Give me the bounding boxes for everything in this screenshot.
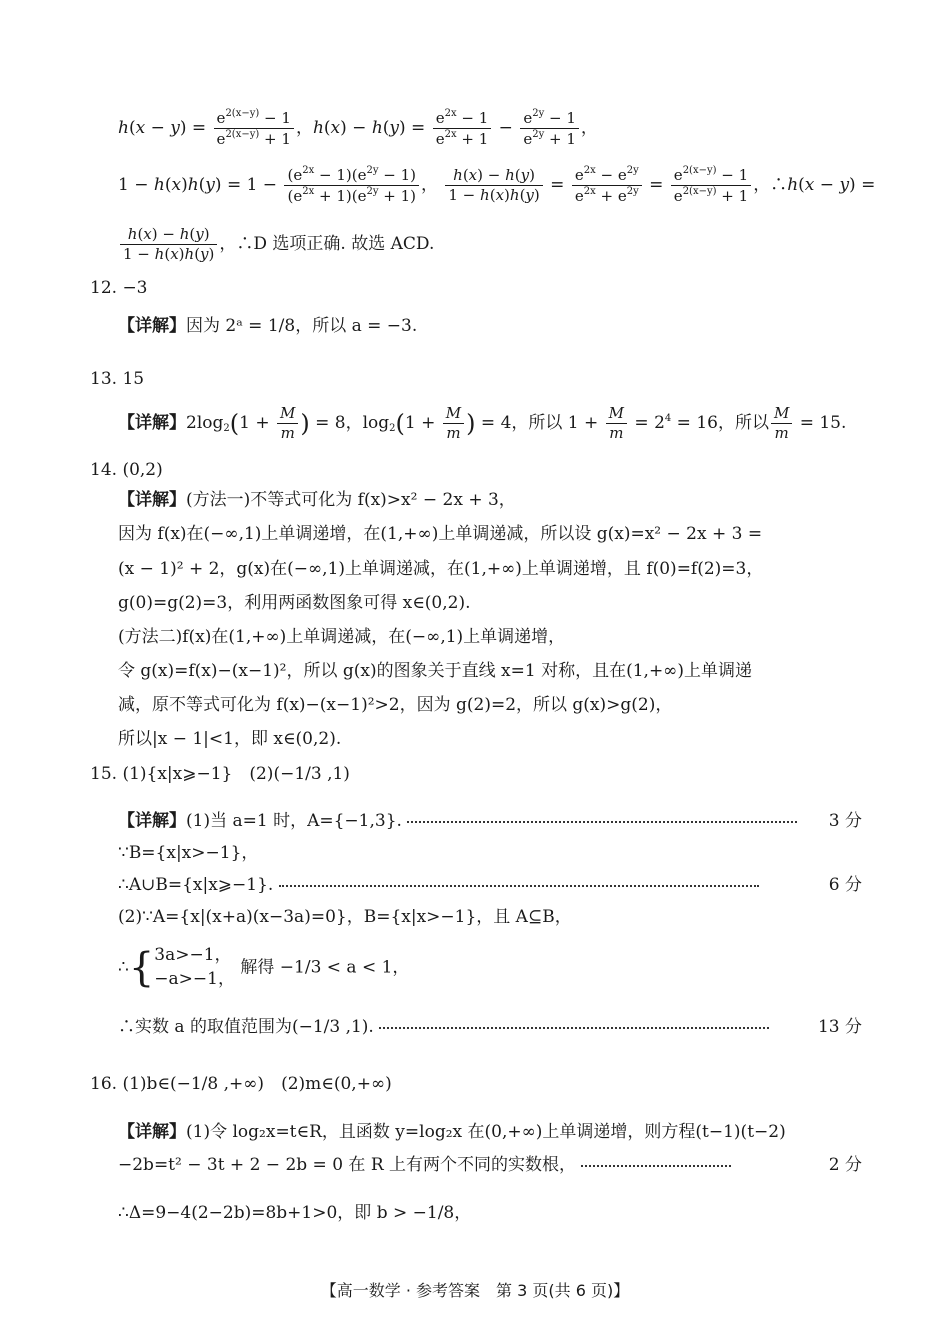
q15-score-3: 6 分	[828, 875, 862, 895]
q16-line-2	[118, 1157, 731, 1174]
leader-dots	[581, 1165, 731, 1167]
detail-tag: 【详解】	[118, 316, 186, 336]
detail-tag: 【详解】	[118, 811, 186, 831]
page-footer: 【高一数学 · 参考答案 第 3 页(共 6 页)】	[320, 1281, 630, 1300]
q15-text-3: ∴A∪B={x|x⩾−1}.	[118, 875, 274, 895]
q12-answer: 12. −3	[90, 278, 148, 298]
q14-answer: 14. (0,2)	[90, 460, 163, 480]
detail-tag: 【详解】	[118, 490, 186, 510]
q16-answer: 16. (1)b∈(−1/8 ,+∞) (2)m∈(0,+∞)	[90, 1074, 392, 1094]
q14-line-5: (方法二)f(x)在(1,+∞)上单调递减，在(−∞,1)上单调递增，	[118, 627, 566, 647]
q15-case-2: −a>−1，	[154, 968, 235, 989]
q11-tail: ，∴D 选项正确. 故选 ACD.	[219, 233, 435, 254]
q16-text-1: (1)令 log₂x=t∈R，且函数 y=log₂x 在(0,+∞)上单调递增，则方程(t−1)(t−2)	[186, 1122, 786, 1142]
detail-tag: 【详解】	[118, 1122, 186, 1142]
q14-line-8: 所以|x − 1|<1，即 x∈(0,2).	[118, 729, 342, 749]
q16-line-3: ∴Δ=9−4(2−2b)=8b+1>0，即 b > −1/8，	[118, 1203, 472, 1223]
q14-line-6: 令 g(x)=f(x)−(x−1)²，所以 g(x)的图象关于直线 x=1 对称，且在(1,+∞)上单调递	[118, 661, 752, 681]
q14-line-4: g(0)=g(2)=3，利用两函数图象可得 x∈(0,2).	[118, 593, 471, 613]
leader-dots	[407, 821, 797, 823]
q15-line-4: (2)∵A={x|(x+a)(x−3a)=0}，B={x|x>−1}，且 A⊆B，	[118, 907, 572, 927]
detail-tag: 【详解】	[118, 412, 186, 433]
q16-line-1	[118, 1124, 786, 1141]
q13-detail: 【详解】$2\log_2(1$ + $\frac{M}{m}$ ) = 8，$\log_2(1$ + $\frac{M}{m}$ ) = 4，所以 1 + $\frac{M}{m}$ = $2^4 = 16$，所以 $\frac{M}{m}$ = 15.	[118, 404, 847, 442]
q14-line-7: 减，原不等式可化为 f(x)−(x−1)²>2，因为 g(2)=2，所以 g(x)>g(2)，	[118, 695, 673, 715]
brace-icon: {	[128, 944, 155, 991]
q15-answer: 15. (1){x|x⩾−1} (2)(−1/3 ,1)	[90, 764, 350, 784]
q11-formula-line-1: h(x − y) = $\frac{e^{2(x-y)} - 1}{e^{2(x-y)} + 1}$ ，h(x) − h(y) = $\frac{e^{2x} - 1}{e^{2x} + 1}$ − $\frac{e^{2y} - 1}{e^{2y} + 1}$ ，	[118, 108, 598, 148]
q15-line-1	[118, 813, 797, 830]
q15-text-6: ∴实数 a 的取值范围为(−1/3 ,1).	[118, 1017, 374, 1037]
q14-line-1	[118, 492, 516, 509]
q15-line-5: ∴{3a>−1， −a>−1， 解得 −1/3 < a < 1，	[118, 944, 410, 991]
q12-detail	[118, 318, 417, 335]
q15-line-3	[118, 877, 759, 894]
q14-text-1: (方法一)不等式可化为 f(x)>x² − 2x + 3，	[186, 490, 516, 510]
q15-score-1: 3 分	[828, 811, 862, 831]
q16-text-2: −2b=t² − 3t + 2 − 2b = 0 在 R 上有两个不同的实数根，	[118, 1155, 577, 1175]
q15-text-1: (1)当 a=1 时，A={−1,3}.	[186, 811, 402, 831]
q16-score-2: 2 分	[828, 1155, 862, 1175]
leader-dots	[379, 1027, 769, 1029]
q11-formula-line-2: 1 − h(x)h(y) = 1 − $\frac{(e^{2x} - 1)(e^{2y} - 1)}{(e^{2x} + 1)(e^{2y} + 1)}$ ， $\frac{h(x) - h(y)}{1 - h(x)h(y)}$ = $\frac{e^{2x} - e^{2y}}{e^{2x} + e^{2y}}$ = $\frac{e^{2(x-y)} - 1}{e^{2(x-y)} + 1}$ ，∴h(x − y) =	[118, 165, 876, 205]
q15-solve: 解得 −1/3 < a < 1，	[240, 957, 410, 978]
q15-line-6	[118, 1019, 769, 1036]
q15-case-1: 3a>−1，	[154, 945, 232, 965]
q14-line-2: 因为 f(x)在(−∞,1)上单调递增，在(1,+∞)上单调递减，所以设 g(x)=x² − 2x + 3 =	[118, 524, 763, 544]
q15-line-2: ∵B={x|x>−1}，	[118, 843, 259, 863]
leader-dots	[279, 885, 759, 887]
q15-score-6: 13 分	[817, 1017, 862, 1037]
q11-formula-line-3: $\frac{h(x) - h(y)}{1 - h(x)h(y)}$ ，∴D 选项正确. 故选 ACD.	[118, 225, 434, 264]
q13-answer: 13. 15	[90, 369, 145, 389]
q14-line-3: (x − 1)² + 2，g(x)在(−∞,1)上单调递减，在(1,+∞)上单调递增，且 f(0)=f(2)=3，	[118, 559, 764, 579]
q12-detail-text: 因为 2ᵃ = 1/8，所以 a = −3.	[186, 316, 418, 336]
